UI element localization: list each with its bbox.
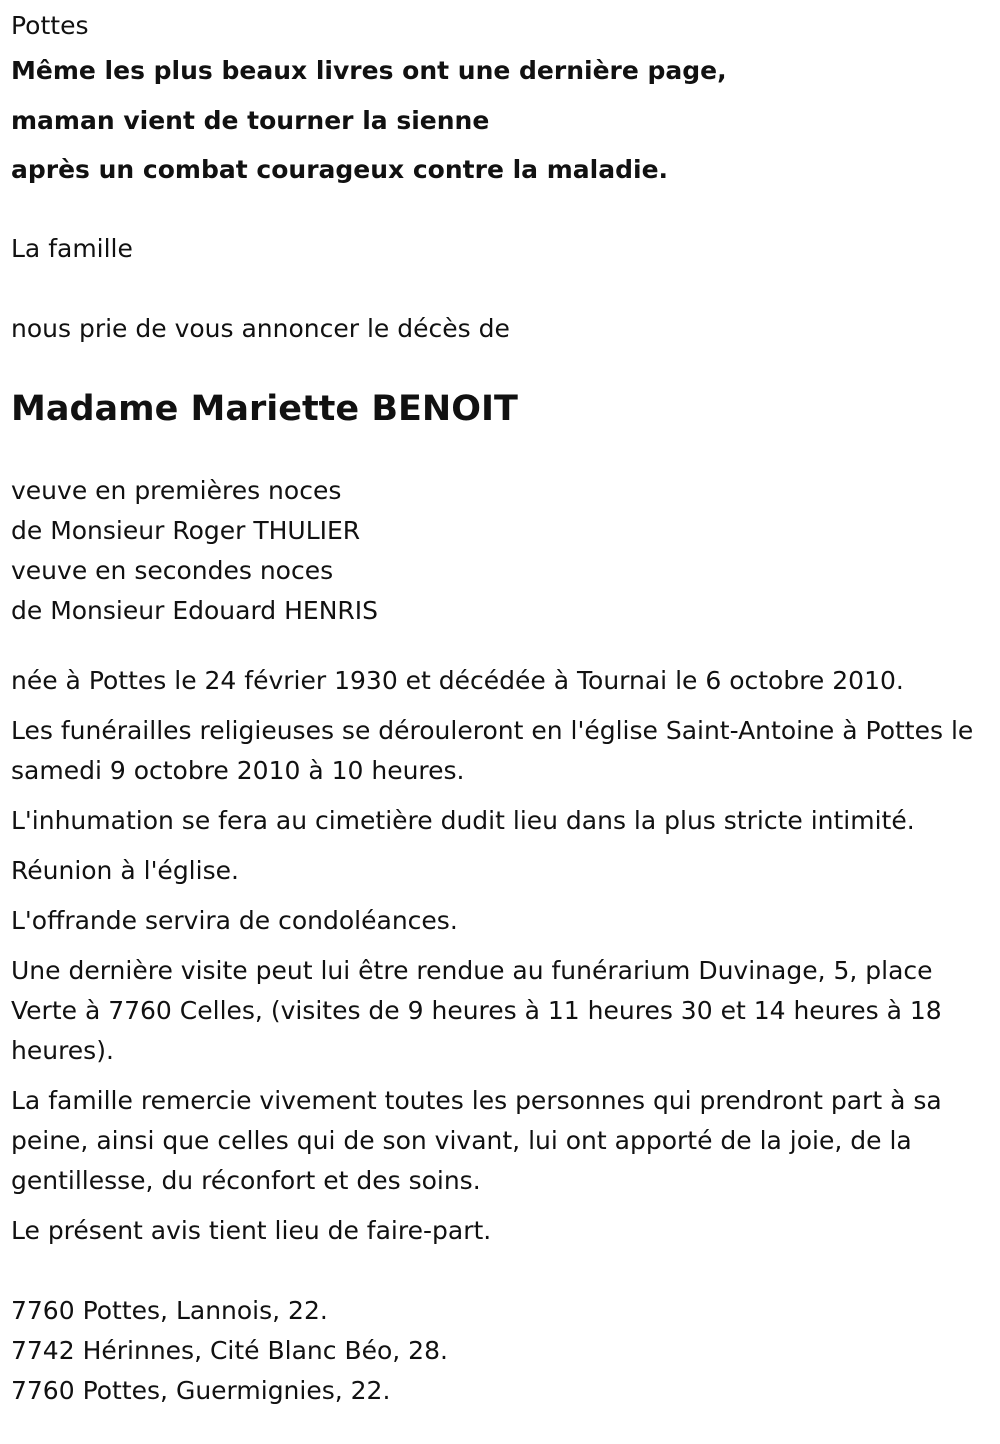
quote-block: [11, 46, 991, 195]
notice-paragraph: Le présent avis tient lieu de faire-part.: [11, 1215, 492, 1245]
address-line: 7760 Pottes, Guermignies, 22.: [11, 1375, 391, 1405]
marital-line: veuve en secondes noces: [11, 555, 334, 585]
burial-paragraph: L'inhumation se fera au cimetière dudit lieu dans la plus stricte intimité.: [11, 805, 915, 835]
address-line: 7742 Hérinnes, Cité Blanc Béo, 28.: [11, 1335, 448, 1365]
place-heading: Pottes: [11, 11, 89, 40]
marital-status-block: [11, 471, 991, 631]
details-block: [11, 661, 991, 1251]
address-line: 7760 Pottes, Lannois, 22.: [11, 1295, 328, 1325]
offering-paragraph: L'offrande servira de condoléances.: [11, 905, 458, 935]
birth-death-paragraph: née à Pottes le 24 février 1930 et décédée à Tournai le 6 octobre 2010.: [11, 665, 904, 695]
thanks-paragraph: La famille remercie vivement toutes les personnes qui prendront part à sa peine, ainsi que celles qui de son vivant, lui ont apporté de la joie, de la gentillesse, du réconfort et des soins.: [11, 1085, 942, 1195]
marital-line: de Monsieur Roger THULIER: [11, 515, 361, 545]
obituary-notice: [11, 6, 991, 1411]
marital-line: veuve en premières noces: [11, 475, 342, 505]
marital-line: de Monsieur Edouard HENRIS: [11, 595, 379, 625]
quote-line: Même les plus beaux livres ont une dernière page,: [11, 56, 727, 85]
quote-line: après un combat courageux contre la maladie.: [11, 155, 669, 184]
visit-paragraph: Une dernière visite peut lui être rendue au funérarium Duvinage, 5, place Verte à 7760 Celles, (visites de 9 heures à 11 heures 30 et 14 heures à 18 heures).: [11, 955, 942, 1065]
deceased-name: Madame Mariette BENOIT: [11, 388, 518, 429]
family-line: La famille: [11, 233, 133, 263]
meeting-paragraph: Réunion à l'église.: [11, 855, 239, 885]
addresses-block: [11, 1291, 991, 1411]
funeral-paragraph: Les funérailles religieuses se dérouleront en l'église Saint-Antoine à Pottes le samedi 9 octobre 2010 à 10 heures.: [11, 715, 974, 785]
announce-line: nous prie de vous annoncer le décès de: [11, 313, 510, 343]
quote-line: maman vient de tourner la sienne: [11, 105, 490, 135]
